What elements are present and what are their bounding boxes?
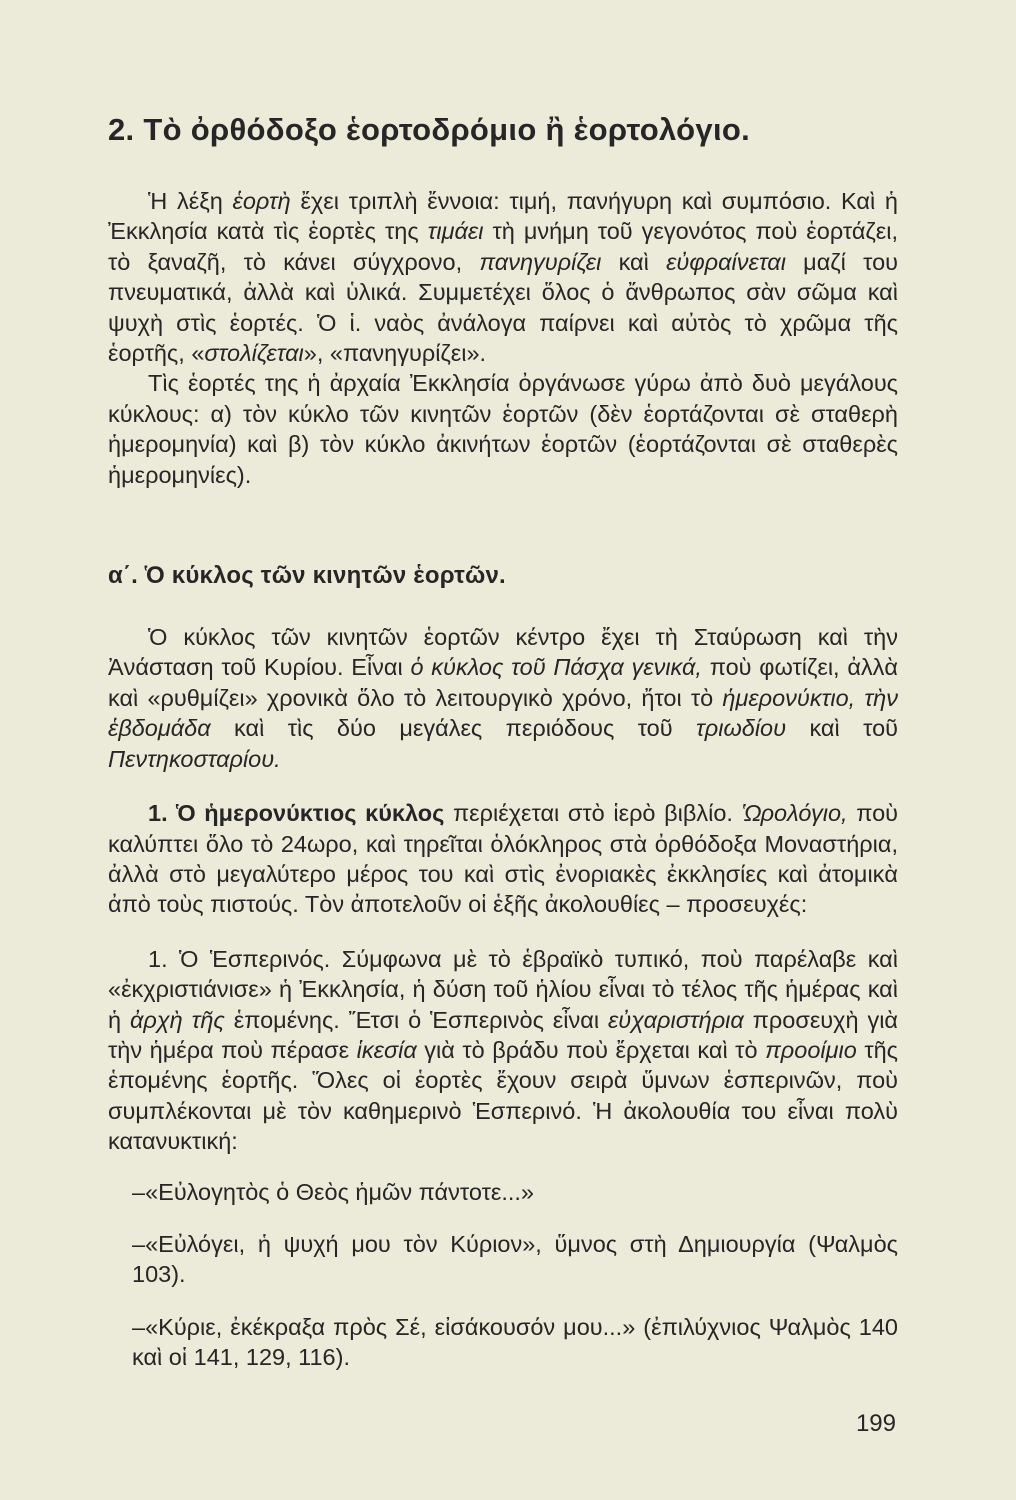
italic-text: Πεντηκοσταρίου. — [108, 745, 281, 772]
list-item: –«Εὐλόγει, ἡ ψυχή μου τὸν Κύριον», ὕμνος στὴ Δημιουργία (Ψαλμὸς 103). — [132, 1230, 898, 1288]
page-number: 199 — [855, 1410, 896, 1437]
italic-text: ἀρχὴ τῆς — [129, 1006, 225, 1033]
italic-text: εὐχαριστήρια — [607, 1006, 744, 1033]
italic-text: ὁ κύκλος τοῦ Πάσχα γενικά, — [410, 654, 702, 681]
italic-text: πανηγυρίζει — [479, 248, 602, 275]
list-item: –«Εὐλογητὸς ὁ Θεὸς ἡμῶν πάντοτε...» — [132, 1178, 534, 1205]
italic-text: τριωδίου — [696, 715, 787, 742]
vespers-paragraph: 1. Ὁ Ἑσπερινός. Σύμφωνα μὲ τὸ ἑβραϊκὸ τυπικό, ποὺ παρέλαβε καὶ «ἐκχριστιάνισε» ἡ Ἐκκλησία, ἡ δύση τοῦ ἡλίου εἶναι τὸ τέλος τῆς ἡμέρας καὶ ἡ ἀρχὴ τῆς ἑπομένης. Ἔτσι ὁ Ἑσπερινὸς εἶναι εὐχαριστήρια προσευχὴ γιὰ τὴν ἡμέρα ποὺ πέρασε ἱκεσία γιὰ τὸ βράδυ ποὺ ἔρχεται καὶ τὸ προοίμιο τῆς ἑπομένης ἑορτῆς. Ὅλες οἱ ἑορτὲς ἔχουν σειρὰ ὕμνων ἑσπερινῶν, ποὺ συμπλέκονται μὲ τὸν καθημερινὸ Ἑσπερινό. Ἡ ἀκολουθία του εἶναι πολὺ κατανυκτική: — [108, 945, 898, 1155]
hymn-list — [108, 1177, 898, 1373]
intro-paragraph-1: Ἡ λέξη ἑορτὴ ἔχει τριπλὴ ἔννοια: τιμή, πανήγυρη καὶ συμπόσιο. Καὶ ἡ Ἐκκλησία κατὰ τὶς ἑορτὲς της τιμάει τὴ μνήμη τοῦ γεγονότος ποὺ ἑορτάζει, τὸ ξαναζῆ, τὸ κάνει σύγχρονο, πανηγυρίζει καὶ εὐφραίνεται μαζί του πνευματικά, ἀλλὰ καὶ ὑλικά. Συμμετέχει ὅλος ὁ ἄνθρωπος σὰν σῶμα καὶ ψυχὴ στὶς ἑορτές. Ὁ ἱ. ναὸς ἀνάλογα παίρνει καὶ αὐτὸς τὸ χρῶμα τῆς ἑορτῆς, «στολίζεται», «πανηγυρίζει». — [108, 188, 898, 367]
italic-text: τιμάει — [427, 218, 484, 245]
italic-text: ἱκεσία — [356, 1036, 417, 1063]
italic-text: Ὡρολόγιο, — [741, 800, 848, 827]
bold-text: 1. Ὁ ἡμερονύκτιος κύκλος — [148, 800, 445, 827]
italic-text: προοίμιο — [765, 1036, 857, 1063]
section-title: 2. Τὸ ὀρθόδοξο ἑορτοδρόμιο ἢ ἑορτολόγιο. — [108, 112, 751, 147]
italic-text: ἡμερονύκτιο, τὴν ἑβδομάδα — [108, 684, 898, 742]
italic-text: ἑορτὴ — [232, 188, 291, 214]
daily-cycle-paragraph: 1. Ὁ ἡμερονύκτιος κύκλος περιέχεται στὸ ἱερὸ βιβλίο. Ὡρολόγιο, ποὺ καλύπτει ὅλο τὸ 24ωρο, καὶ τηρεῖται ὁλόκληρος στὰ ὀρθόδοξα Μοναστήρια, ἀλλὰ στὸ μεγαλύτερο μέρος του καὶ στὶς ἐνοριακὲς ἐκκλησίες καὶ ἀτομικὰ ἀπὸ τοὺς πιστούς. Τὸν ἀποτελοῦν οἱ ἑξῆς ἀκολουθίες – προσευχές: — [108, 800, 898, 918]
italic-text: εὐφραίνεται — [666, 248, 786, 275]
italic-text: στολίζεται — [204, 340, 304, 367]
movable-feasts-paragraph: Ὁ κύκλος τῶν κινητῶν ἑορτῶν κέντρο ἔχει τὴ Σταύρωση καὶ τὴν Ἀνάσταση τοῦ Κυρίου. Εἶναι ὁ κύκλος τοῦ Πάσχα γενικά, ποὺ φωτίζει, ἀλλὰ καὶ «ρυθμίζει» χρονικὰ ὅλο τὸ λειτουργικὸ χρόνο, ἤτοι τὸ ἡμερονύκτιο, τὴν ἑβδομάδα καὶ τὶς δύο μεγάλες περιόδους τοῦ τριωδίου καὶ τοῦ Πεντηκοσταρίου. — [108, 624, 898, 772]
subsection-heading: α΄. Ὁ κύκλος τῶν κινητῶν ἑορτῶν. — [108, 562, 506, 590]
list-item: –«Κύριε, ἐκέκραξα πρὸς Σέ, εἰσάκουσόν μου...» (ἐπιλύχνιος Ψαλμὸς 140 καὶ οἱ 141, 129, 116). — [132, 1313, 898, 1371]
intro-paragraph-2: Τὶς ἑορτές της ἡ ἀρχαία Ἐκκλησία ὀργάνωσε γύρω ἀπὸ δυὸ μεγάλους κύκλους: α) τὸν κύκλο τῶν κινητῶν ἑορτῶν (δὲν ἑορτάζονται σὲ σταθερὴ ἡμερομηνία) καὶ β) τὸν κύκλο ἀκινήτων ἑορτῶν (ἑορτάζονται σὲ σταθερὲς ἡμερομηνίες). — [108, 370, 898, 488]
